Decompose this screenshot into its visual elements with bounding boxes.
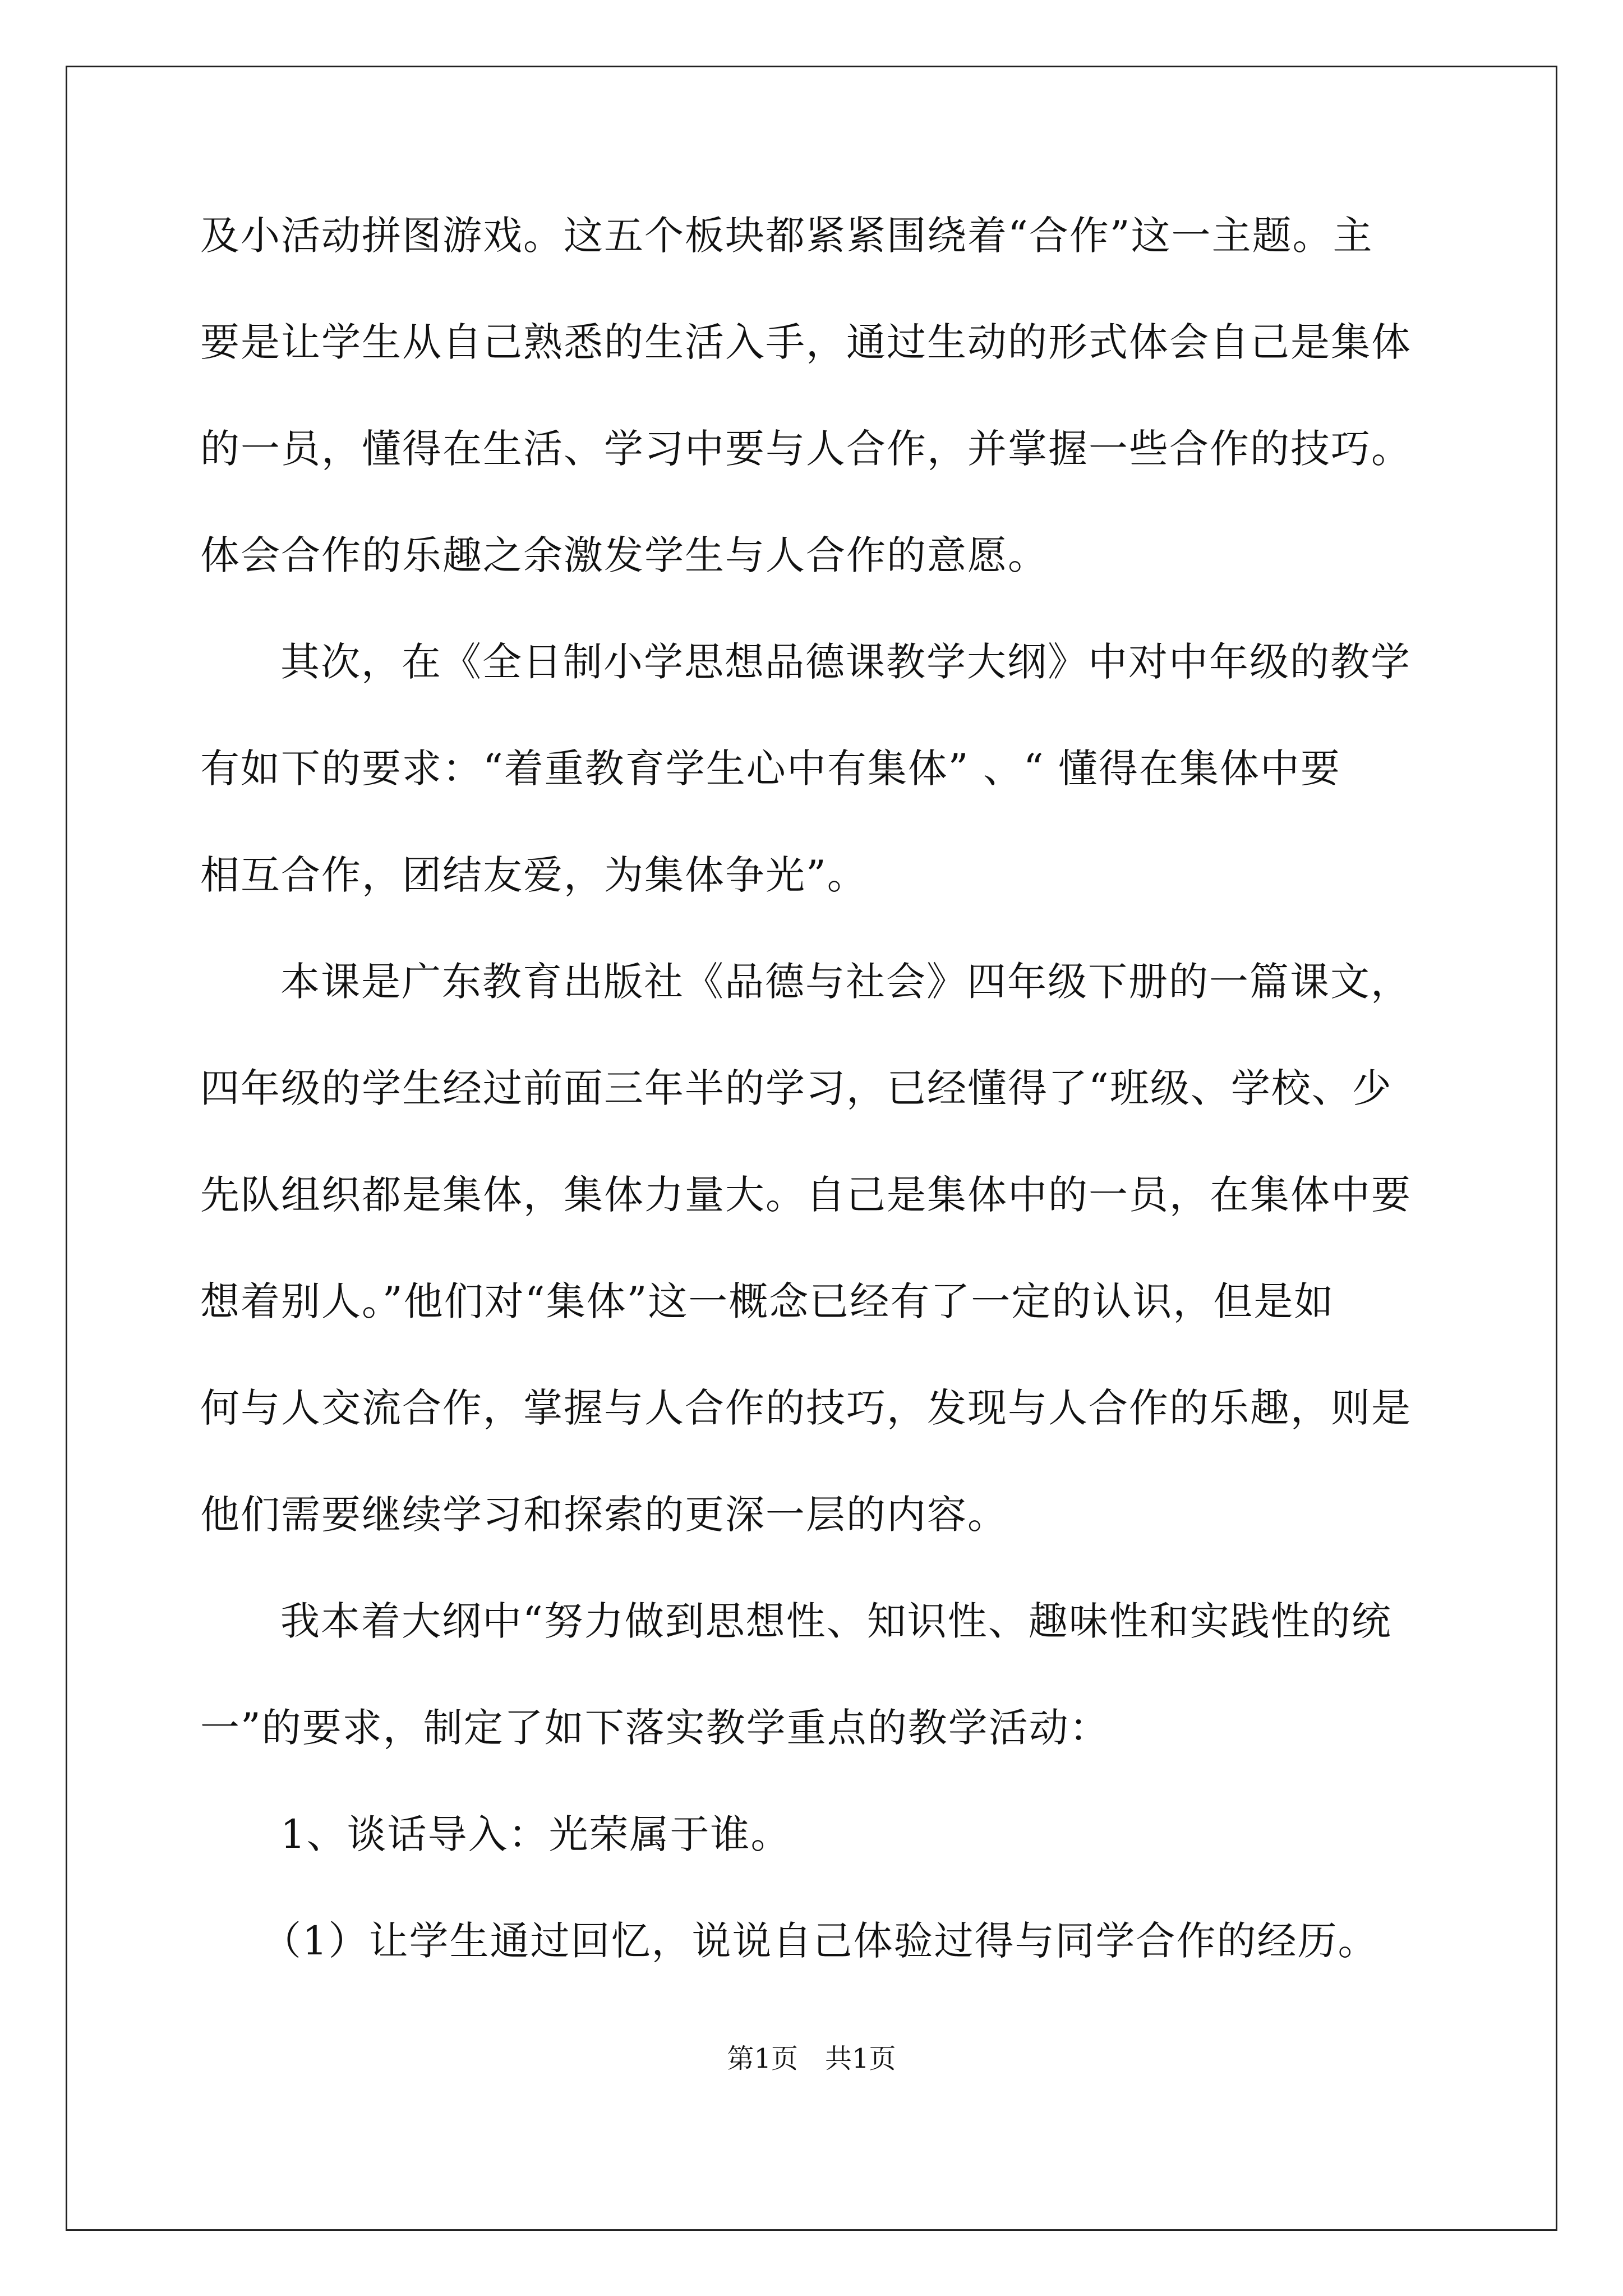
page-border <box>66 66 1557 2231</box>
text-line: 想着别人。”他们对“集体”这一概念已经有了一定的认识，但是如 <box>200 1278 1335 1324</box>
text-line: 要是让学生从自己熟悉的生活入手，通过生动的形式体会自己是集体 <box>200 319 1412 365</box>
text-line: 先队组织都是集体，集体力量大。自己是集体中的一员，在集体中要 <box>200 1172 1412 1218</box>
list-item-heading: 1、谈话导入：光荣属于谁。 <box>280 1811 791 1857</box>
paragraph-start-line: 我本着大纲中“努力做到思想性、知识性、趣味性和实践性的统 <box>280 1598 1392 1644</box>
paragraph-start-line: 其次，在《全日制小学思想品德课教学大纲》中对中年级的教学 <box>280 639 1411 685</box>
text-line: 他们需要继续学习和探索的更深一层的内容。 <box>200 1492 1008 1538</box>
page-footer <box>0 2042 1623 2076</box>
text-line: 相互合作，团结友爱，为集体争光”。 <box>200 852 868 898</box>
page-total: 共1页 <box>825 2043 896 2074</box>
text-line: 四年级的学生经过前面三年半的学习，已经懂得了“班级、学校、少 <box>200 1065 1393 1111</box>
text-line: 有如下的要求：“着重教育学生心中有集体” 、“ 懂得在集体中要 <box>200 746 1341 792</box>
paragraph-start-line: 本课是广东教育出版社《品德与社会》四年级下册的一篇课文， <box>280 959 1411 1005</box>
text-line: 何与人交流合作，掌握与人合作的技巧，发现与人合作的乐趣，则是 <box>200 1385 1412 1431</box>
text-line: 体会合作的乐趣之余激发学生与人合作的意愿。 <box>200 532 1048 578</box>
list-sub-item: （1）让学生通过回忆，说说自己体验过得与同学合作的经历。 <box>262 1918 1378 1964</box>
text-line: 一”的要求，制定了如下落实教学重点的教学活动： <box>200 1705 1110 1751</box>
text-line: 及小活动拼图游戏。这五个板块都紧紧围绕着“合作”这一主题。主 <box>200 213 1373 259</box>
page-number: 第1页 <box>727 2043 798 2074</box>
text-line: 的一员，懂得在生活、学习中要与人合作，并掌握一些合作的技巧。 <box>200 426 1412 472</box>
